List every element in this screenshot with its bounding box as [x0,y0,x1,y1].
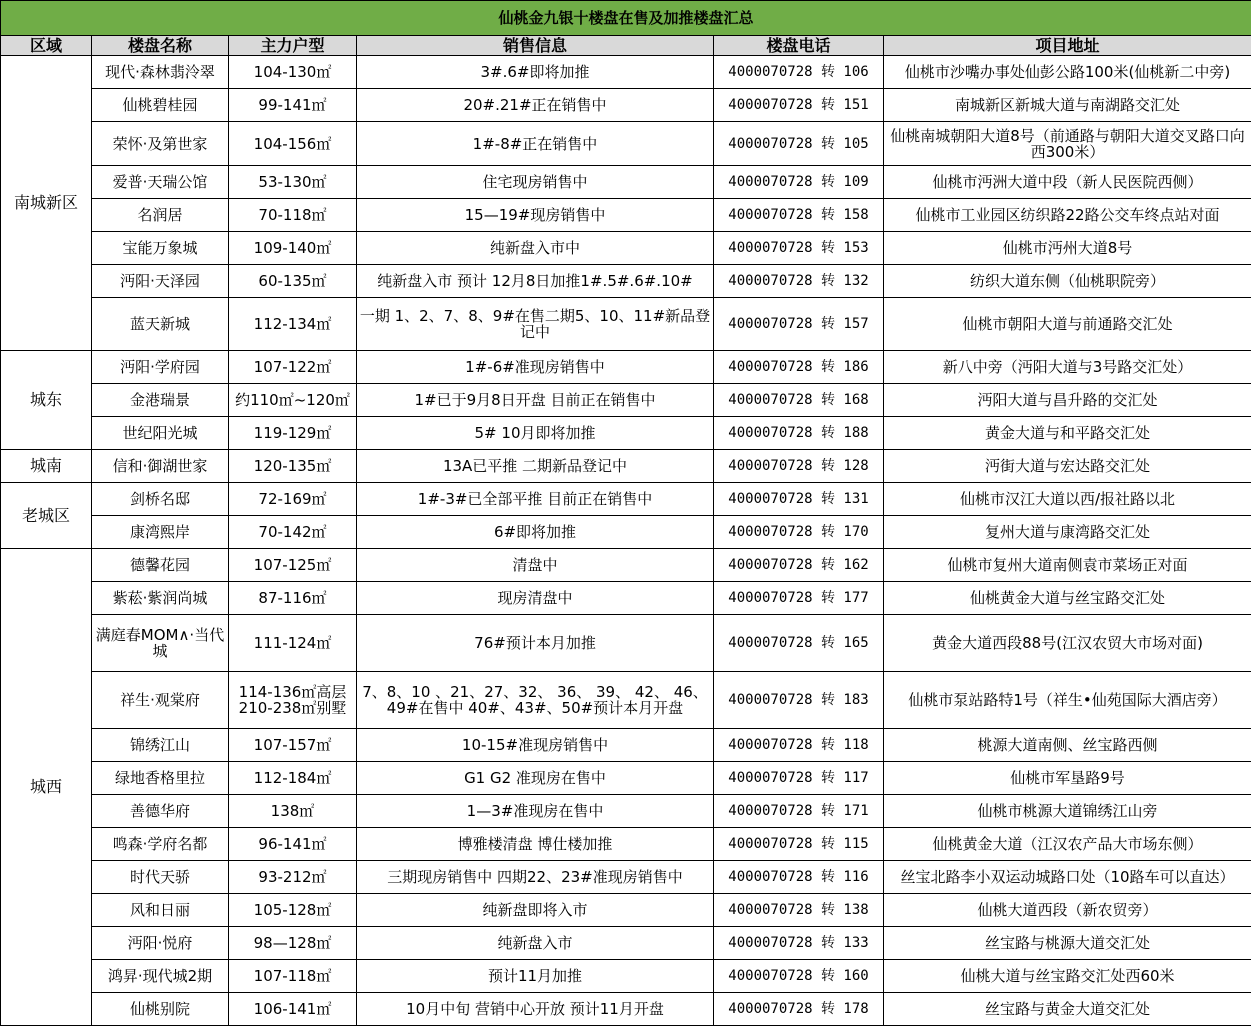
address: 仙桃市泵站路特1号（祥生•仙苑国际大酒店旁） [884,672,1251,729]
unit-type: 约110㎡~120㎡ [229,384,357,417]
address: 仙桃市沔州大道8号 [884,232,1251,265]
unit-type: 98—128㎡ [229,927,357,960]
sale-info: 纯新盘入市中 [357,232,714,265]
phone-number: 4000070728 转 131 [714,483,884,516]
property-name: 剑桥名邸 [92,483,229,516]
sale-info: 预计11月加推 [357,960,714,993]
unit-type: 119-129㎡ [229,417,357,450]
phone-number: 4000070728 转 188 [714,417,884,450]
phone-number: 4000070728 转 160 [714,960,884,993]
address: 仙桃南城朝阳大道8号（前通路与朝阳大道交叉路口向西300米） [884,122,1251,166]
table-row [1,615,1251,672]
property-name: 善德华府 [92,795,229,828]
unit-type: 60-135㎡ [229,265,357,298]
table-row [1,351,1251,384]
address: 丝宝北路李小双运动城路口处（10路车可以直达） [884,861,1251,894]
property-name: 沔阳·学府园 [92,351,229,384]
sale-info: 一期 1、2、7、8、9#在售二期5、10、11#新品登记中 [357,298,714,351]
address: 丝宝路与黄金大道交汇处 [884,993,1251,1026]
phone-number: 4000070728 转 117 [714,762,884,795]
table-row [1,762,1251,795]
phone-number: 4000070728 转 186 [714,351,884,384]
unit-type: 70-142㎡ [229,516,357,549]
sale-info: 13A已平推 二期新品登记中 [357,450,714,483]
address: 仙桃大道西段（新农贸旁） [884,894,1251,927]
phone-number: 4000070728 转 138 [714,894,884,927]
region-cell: 南城新区 [1,56,92,351]
phone-number: 4000070728 转 151 [714,89,884,122]
property-name: 紫菘·紫润尚城 [92,582,229,615]
property-name: 祥生·观棠府 [92,672,229,729]
sale-info: 1#已于9月8日开盘 目前正在销售中 [357,384,714,417]
address: 仙桃市沙嘴办事处仙彭公路100米(仙桃新二中旁) [884,56,1251,89]
table-row [1,582,1251,615]
address: 复州大道与康湾路交汇处 [884,516,1251,549]
sale-info: 1#-6#准现房销售中 [357,351,714,384]
address: 南城新区新城大道与南湖路交汇处 [884,89,1251,122]
table-row [1,549,1251,582]
property-name: 爱普·天瑞公馆 [92,166,229,199]
table-row [1,483,1251,516]
property-name: 世纪阳光城 [92,417,229,450]
unit-type: 112-184㎡ [229,762,357,795]
property-name: 风和日丽 [92,894,229,927]
property-name: 德馨花园 [92,549,229,582]
phone-number: 4000070728 转 132 [714,265,884,298]
phone-number: 4000070728 转 177 [714,582,884,615]
unit-type: 96-141㎡ [229,828,357,861]
sale-info: 博雅楼清盘 博仕楼加推 [357,828,714,861]
sale-info: G1 G2 准现房在售中 [357,762,714,795]
header-name: 楼盘名称 [92,36,229,56]
phone-number: 4000070728 转 109 [714,166,884,199]
header-region: 区域 [1,36,92,56]
unit-type: 107-122㎡ [229,351,357,384]
sale-info: 1—3#准现房在售中 [357,795,714,828]
property-name: 信和·御湖世家 [92,450,229,483]
sale-info: 纯新盘即将入市 [357,894,714,927]
sale-info: 1#-8#正在销售中 [357,122,714,166]
phone-number: 4000070728 转 106 [714,56,884,89]
unit-type: 111-124㎡ [229,615,357,672]
unit-type: 104-130㎡ [229,56,357,89]
sale-info: 住宅现房销售中 [357,166,714,199]
address: 纺织大道东侧（仙桃职院旁） [884,265,1251,298]
address: 沔街大道与宏达路交汇处 [884,450,1251,483]
unit-type: 99-141㎡ [229,89,357,122]
sale-info: 清盘中 [357,549,714,582]
table-row [1,729,1251,762]
table-row [1,166,1251,199]
sale-info: 10月中旬 营销中心开放 预计11月开盘 [357,993,714,1026]
unit-type: 106-141㎡ [229,993,357,1026]
table-row [1,927,1251,960]
table-row [1,795,1251,828]
property-name: 时代天骄 [92,861,229,894]
sale-info: 10-15#准现房销售中 [357,729,714,762]
address: 仙桃市复州大道南侧袁市菜场正对面 [884,549,1251,582]
table-row [1,89,1251,122]
title-row [1,1,1251,36]
phone-number: 4000070728 转 171 [714,795,884,828]
unit-type: 138㎡ [229,795,357,828]
table-row [1,56,1251,89]
region-cell: 老城区 [1,483,92,549]
table-row [1,960,1251,993]
table-row [1,993,1251,1026]
property-name: 现代·森林翡泠翠 [92,56,229,89]
phone-number: 4000070728 转 153 [714,232,884,265]
phone-number: 4000070728 转 128 [714,450,884,483]
unit-type: 107-125㎡ [229,549,357,582]
sale-info: 三期现房销售中 四期22、23#准现房销售中 [357,861,714,894]
phone-number: 4000070728 转 157 [714,298,884,351]
property-name: 鸣森·学府名都 [92,828,229,861]
sale-info: 5# 10月即将加推 [357,417,714,450]
phone-number: 4000070728 转 105 [714,122,884,166]
table-row [1,122,1251,166]
sale-info: 纯新盘入市 [357,927,714,960]
unit-type: 109-140㎡ [229,232,357,265]
address: 仙桃黄金大道（江汉农产品大市场东侧） [884,828,1251,861]
unit-type: 105-128㎡ [229,894,357,927]
sale-info: 20#.21#正在销售中 [357,89,714,122]
phone-number: 4000070728 转 133 [714,927,884,960]
header-type: 主力户型 [229,36,357,56]
address: 仙桃大道与丝宝路交汇处西60米 [884,960,1251,993]
unit-type: 72-169㎡ [229,483,357,516]
sheet-title: 仙桃金九银十楼盘在售及加推楼盘汇总 [1,1,1251,36]
address: 仙桃市汉江大道以西/报社路以北 [884,483,1251,516]
header-sale: 销售信息 [357,36,714,56]
property-name: 康湾熙岸 [92,516,229,549]
address: 沔阳大道与昌升路的交汇处 [884,384,1251,417]
address: 丝宝路与桃源大道交汇处 [884,927,1251,960]
property-name: 鸿昇·现代城2期 [92,960,229,993]
property-name: 蓝天新城 [92,298,229,351]
property-name: 沔阳·天泽园 [92,265,229,298]
table-row [1,232,1251,265]
table-row [1,384,1251,417]
header-address: 项目地址 [884,36,1251,56]
phone-number: 4000070728 转 115 [714,828,884,861]
region-cell: 城西 [1,549,92,1026]
sale-info: 纯新盘入市 预计 12月8日加推1#.5#.6#.10# [357,265,714,298]
phone-number: 4000070728 转 168 [714,384,884,417]
property-name: 锦绣江山 [92,729,229,762]
table-row [1,861,1251,894]
property-name: 沔阳·悦府 [92,927,229,960]
sale-info: 3#.6#即将加推 [357,56,714,89]
property-name: 名润居 [92,199,229,232]
sale-info: 6#即将加推 [357,516,714,549]
address: 仙桃市桃源大道锦绣江山旁 [884,795,1251,828]
unit-type: 70-118㎡ [229,199,357,232]
phone-number: 4000070728 转 158 [714,199,884,232]
address: 仙桃黄金大道与丝宝路交汇处 [884,582,1251,615]
property-name: 宝能万象城 [92,232,229,265]
unit-type: 114-136㎡高层 210-238㎡别墅 [229,672,357,729]
property-name: 仙桃碧桂园 [92,89,229,122]
address: 黄金大道西段88号(江汉农贸大市场对面) [884,615,1251,672]
table-row [1,199,1251,232]
address: 仙桃市沔洲大道中段（新人民医院西侧） [884,166,1251,199]
address: 新八中旁（沔阳大道与3号路交汇处） [884,351,1251,384]
phone-number: 4000070728 转 165 [714,615,884,672]
property-name: 仙桃别院 [92,993,229,1026]
unit-type: 104-156㎡ [229,122,357,166]
table-row [1,516,1251,549]
unit-type: 120-135㎡ [229,450,357,483]
phone-number: 4000070728 转 162 [714,549,884,582]
table-row [1,265,1251,298]
phone-number: 4000070728 转 178 [714,993,884,1026]
address: 仙桃市朝阳大道与前通路交汇处 [884,298,1251,351]
table-row [1,417,1251,450]
address: 仙桃市工业园区纺织路22路公交车终点站对面 [884,199,1251,232]
property-name: 绿地香格里拉 [92,762,229,795]
phone-number: 4000070728 转 170 [714,516,884,549]
sale-info: 76#预计本月加推 [357,615,714,672]
sale-info: 现房清盘中 [357,582,714,615]
phone-number: 4000070728 转 183 [714,672,884,729]
sale-info: 1#-3#已全部平推 目前正在销售中 [357,483,714,516]
table-row [1,450,1251,483]
table-row [1,894,1251,927]
unit-type: 93-212㎡ [229,861,357,894]
header-phone: 楼盘电话 [714,36,884,56]
unit-type: 107-118㎡ [229,960,357,993]
phone-number: 4000070728 转 118 [714,729,884,762]
unit-type: 53-130㎡ [229,166,357,199]
sale-info: 7、8、10 、21、27、32、 36、 39、 42、 46、49#在售中 40#、43#、50#预计本月开盘 [357,672,714,729]
address: 桃源大道南侧、丝宝路西侧 [884,729,1251,762]
property-name: 金港瑞景 [92,384,229,417]
unit-type: 87-116㎡ [229,582,357,615]
unit-type: 112-134㎡ [229,298,357,351]
property-name: 荣怀·及第世家 [92,122,229,166]
region-cell: 城南 [1,450,92,483]
region-cell: 城东 [1,351,92,450]
header-row [1,36,1251,56]
unit-type: 107-157㎡ [229,729,357,762]
table-row [1,672,1251,729]
phone-number: 4000070728 转 116 [714,861,884,894]
table-row [1,828,1251,861]
property-name: 满庭春MOM∧·当代城 [92,615,229,672]
sale-info: 15—19#现房销售中 [357,199,714,232]
address: 仙桃市军垦路9号 [884,762,1251,795]
address: 黄金大道与和平路交汇处 [884,417,1251,450]
table-row [1,298,1251,351]
